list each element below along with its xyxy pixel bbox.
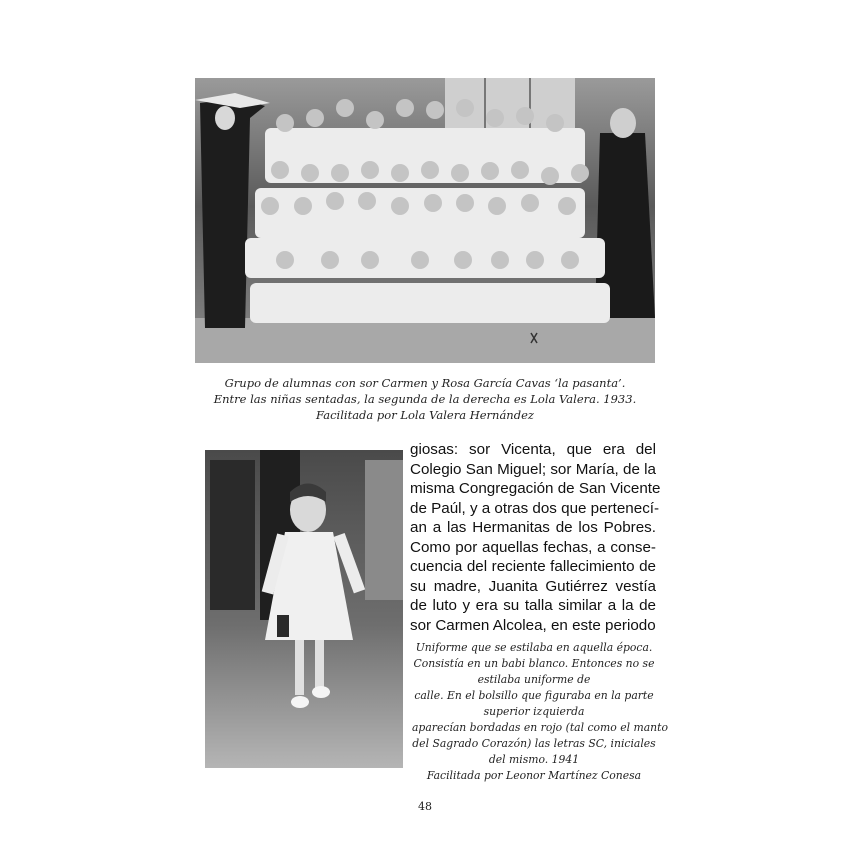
text-line: cuencia del reciente fallecimiento de <box>410 558 656 575</box>
caption-line: Entre las niñas sentadas, la segunda de la derecha es Lola Valera. 1933. <box>213 392 637 406</box>
uniform-photo-caption <box>412 640 668 784</box>
text-line: de luto y era su talla similar a la de <box>410 597 656 614</box>
caption-line: Grupo de alumnas con sor Carmen y Rosa García Cavas ‘la pasanta’. <box>224 376 626 390</box>
caption-line: Facilitada por Lola Valera Hernández <box>316 408 534 422</box>
text-line: giosas: sor Vicenta, que era del <box>410 441 656 458</box>
body-paragraph <box>410 440 661 635</box>
page-number: 48 <box>418 800 432 813</box>
text-line: sor Carmen Alcolea, en este periodo <box>410 616 656 634</box>
group-photo-image <box>195 78 655 363</box>
uniform-photo-image <box>205 450 403 768</box>
text-line: su madre, Juanita Gutiérrez vestía <box>410 577 656 595</box>
caption-line: Consistía en un babi blanco. Entonces no se <box>413 657 655 670</box>
caption-line: aparecían bordadas en rojo (tal como el manto <box>412 721 668 734</box>
text-line: an a las Hermanitas de los Pobres. <box>410 519 656 536</box>
caption-line: estilaba uniforme de <box>477 673 591 686</box>
caption-line: calle. En el bolsillo que figuraba en la parte <box>414 689 654 702</box>
caption-line: Facilitada por Leonor Martínez Conesa <box>426 769 642 782</box>
caption-line: superior izquierda <box>483 705 585 718</box>
uniform-photo <box>205 450 403 768</box>
text-line: Como por aquellas fechas, a conse- <box>410 538 656 556</box>
caption-line: del mismo. 1941 <box>488 753 580 766</box>
text-line: Colegio San Miguel; sor María, de la <box>410 460 656 478</box>
caption-line: del Sagrado Corazón) las letras SC, iniciales <box>412 737 656 750</box>
group-photo-caption <box>195 375 655 423</box>
group-photo <box>195 78 655 363</box>
caption-line: Uniforme que se estilaba en aquella época. <box>415 641 653 654</box>
text-line: de Paúl, y a otras dos que pertenecí- <box>410 499 660 517</box>
text-line: misma Congregación de San Vicente <box>410 480 661 497</box>
